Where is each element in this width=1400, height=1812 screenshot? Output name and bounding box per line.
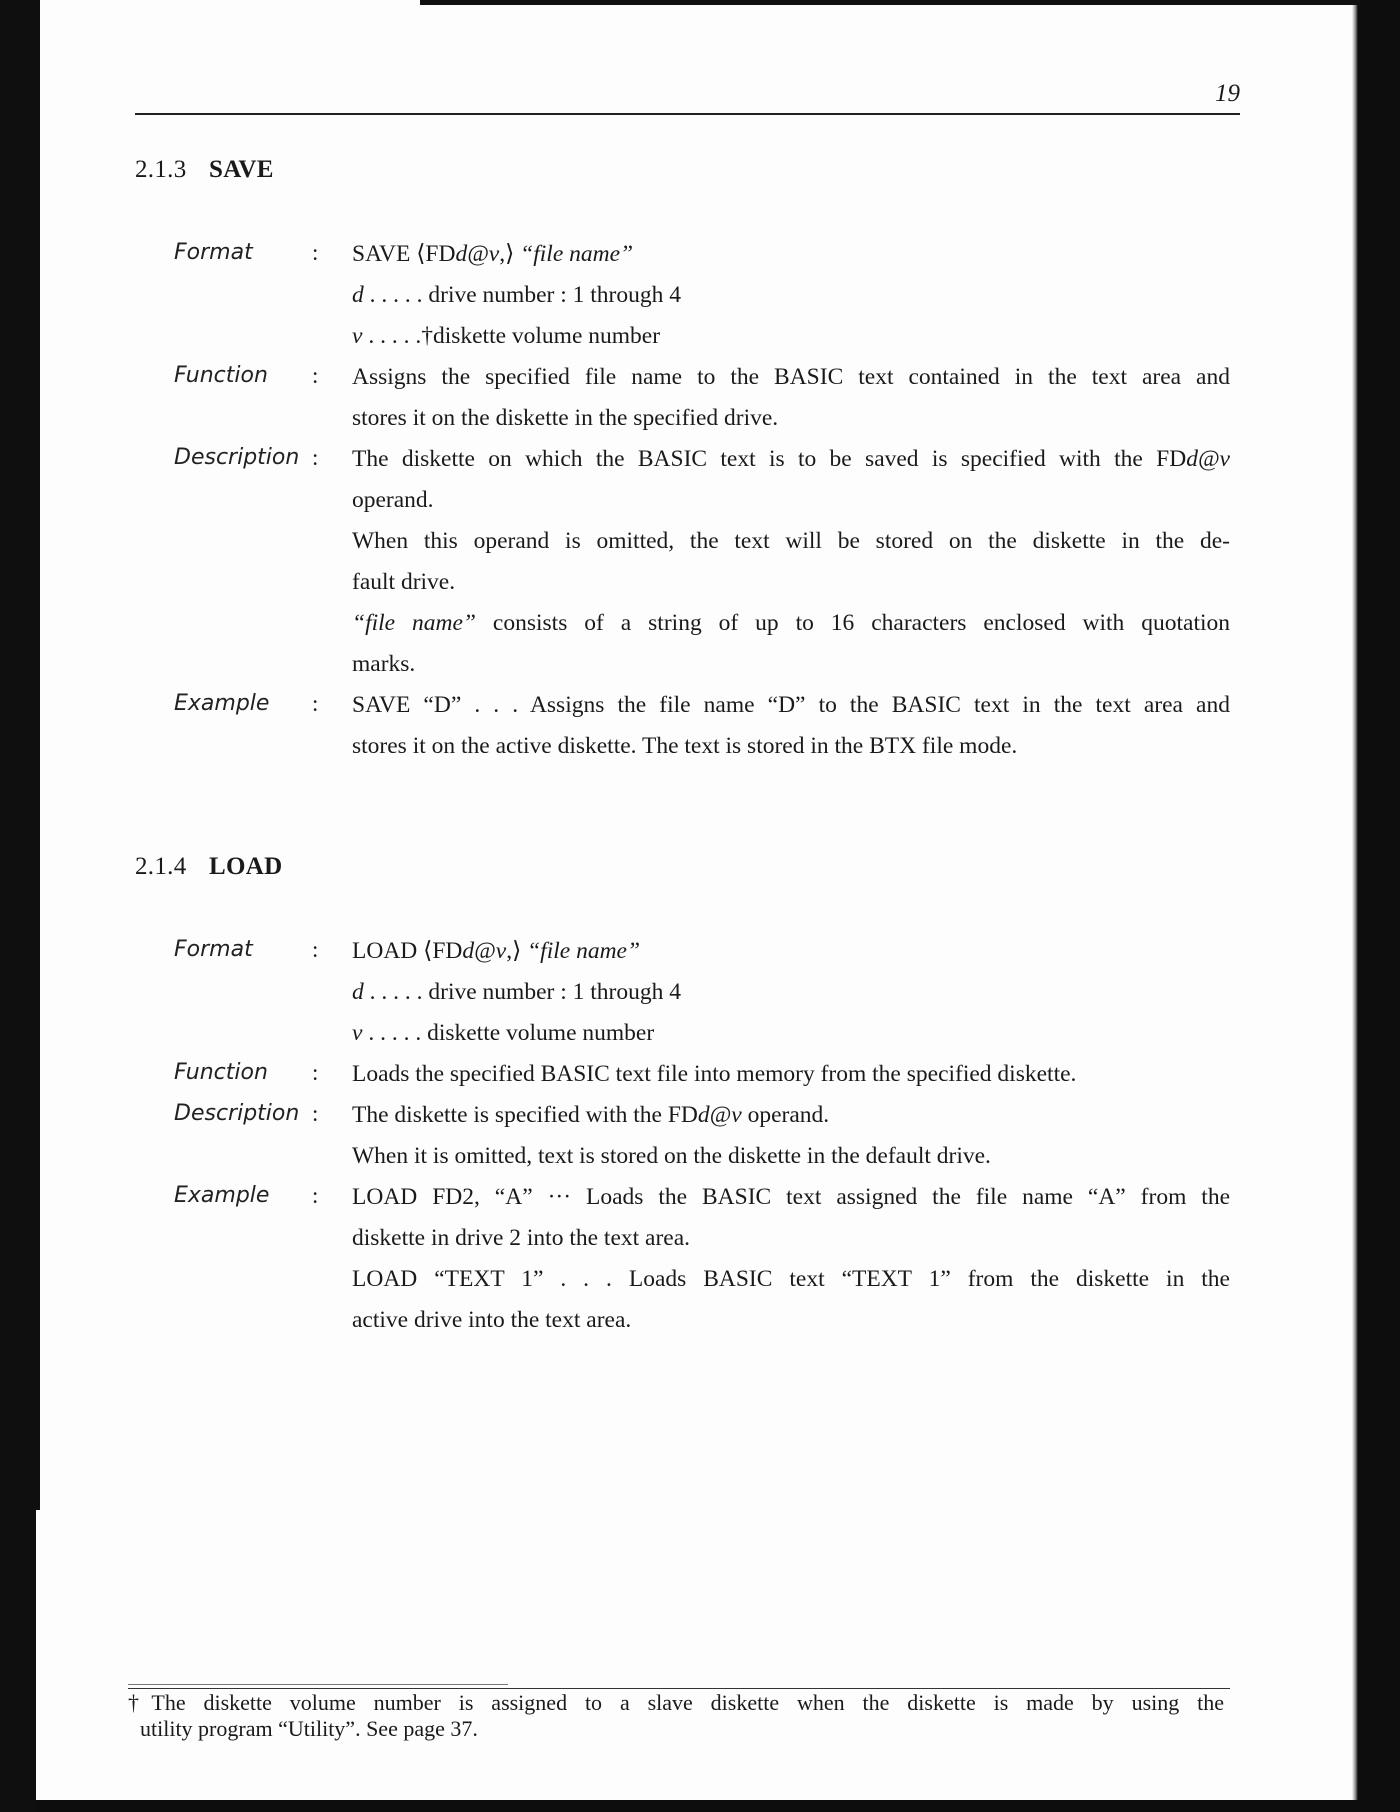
param-text: . . . . . drive number : 1 through 4 xyxy=(363,282,681,308)
text: operand. xyxy=(741,1102,830,1128)
footnote-rule xyxy=(128,1688,1230,1689)
scan-border-top xyxy=(420,0,1360,5)
load-example-line: LOAD FD2, “A” ··· Loads the BASIC text assigned the file name “A” from the xyxy=(352,1184,1230,1210)
command: LOAD xyxy=(352,938,424,964)
param-text: . . . . . diskette volume number xyxy=(362,1020,655,1046)
save-example-line: SAVE “D” . . . Assigns the file name “D” to the BASIC text in the text area and xyxy=(352,692,1230,718)
save-description-line xyxy=(352,445,1230,473)
save-description-line xyxy=(352,609,1230,637)
operand-var: d@v xyxy=(697,1102,742,1128)
save-description-line: operand. xyxy=(352,487,434,513)
scan-border-left xyxy=(0,0,40,1812)
load-format-v xyxy=(352,1019,1230,1047)
file-name-param: “file name” xyxy=(527,938,641,964)
text: consists of a string of up to 16 characters enclosed with quotation xyxy=(476,610,1230,636)
colon: : xyxy=(312,1183,319,1208)
param-var: v xyxy=(352,1020,363,1046)
text: The diskette is specified with the FD xyxy=(352,1102,698,1128)
scan-border-bottom xyxy=(36,1800,1360,1812)
section-number: 2.1.4 xyxy=(135,853,187,880)
save-function-line: Assigns the specified file name to the BASIC text contained in the text area and xyxy=(352,364,1230,390)
section-title: SAVE xyxy=(209,156,274,183)
colon: : xyxy=(312,1101,319,1126)
load-format-d xyxy=(352,978,1230,1006)
scan-border-right xyxy=(1358,0,1400,1812)
param-var: v xyxy=(352,323,363,349)
load-example-line: LOAD “TEXT 1” . . . Loads BASIC text “TEXT 1” from the diskette in the xyxy=(352,1266,1230,1292)
load-format-line xyxy=(352,937,1230,965)
section-heading-load xyxy=(135,853,282,881)
param-text: . . . . . drive number : 1 through 4 xyxy=(363,979,681,1005)
load-example-line: active drive into the text area. xyxy=(352,1307,632,1333)
save-description-line: fault drive. xyxy=(352,569,456,595)
operand-var: d@v xyxy=(1186,446,1230,472)
colon: : xyxy=(312,691,319,716)
save-function-line: stores it on the diskette in the specified drive. xyxy=(352,405,779,431)
operand-open: ⟨FD xyxy=(416,241,456,267)
text: The diskette on which the BASIC text is to be saved is specified with the FD xyxy=(352,446,1187,472)
param-var: d xyxy=(352,282,364,308)
command: SAVE xyxy=(352,241,417,267)
colon: : xyxy=(312,240,319,265)
save-format-v xyxy=(352,322,1230,350)
section-title: LOAD xyxy=(209,853,283,880)
page-number: 19 xyxy=(1215,80,1240,107)
footnote-line: †The diskette volume number is assigned to a slave diskette when the diskette is made by using the xyxy=(128,1690,1224,1715)
operand-var: d@v xyxy=(462,938,507,964)
save-format-d xyxy=(352,281,1230,309)
save-format-line xyxy=(352,240,1230,268)
section-number: 2.1.3 xyxy=(135,156,187,183)
load-function-line: Loads the specified BASIC text file into memory from the specified diskette. xyxy=(352,1061,1077,1087)
label-example: Example xyxy=(174,691,270,716)
operand-close: ,⟩ xyxy=(506,938,528,964)
scan-border-gap xyxy=(36,1510,40,1812)
load-description-line: When it is omitted, text is stored on the diskette in the default drive. xyxy=(352,1143,991,1169)
label-format: Format xyxy=(174,937,253,962)
load-description-line xyxy=(352,1101,1230,1129)
file-name-param: “file name” xyxy=(352,610,476,636)
label-description: Description xyxy=(174,445,300,470)
colon: : xyxy=(312,1060,319,1085)
header-rule xyxy=(135,113,1240,115)
save-description-line: When this operand is omitted, the text will be stored on the diskette in the de- xyxy=(352,528,1230,554)
param-text: . . . . .†diskette volume number xyxy=(362,323,661,349)
file-name-param: “file name” xyxy=(520,241,634,267)
save-description-line: marks. xyxy=(352,651,416,677)
colon: : xyxy=(312,445,319,470)
operand-close: ,⟩ xyxy=(499,241,521,267)
label-function: Function xyxy=(174,363,268,388)
label-format: Format xyxy=(174,240,253,265)
param-var: d xyxy=(352,979,364,1005)
load-example-line: diskette in drive 2 into the text area. xyxy=(352,1225,691,1251)
colon: : xyxy=(312,363,319,388)
operand-var: d@v xyxy=(455,241,500,267)
footnote-rule-faint xyxy=(128,1684,508,1685)
footnote-line: utility program “Utility”. See page 37. xyxy=(140,1716,478,1741)
operand-open: ⟨FD xyxy=(423,938,463,964)
label-description: Description xyxy=(174,1101,300,1126)
save-example-line: stores it on the active diskette. The text is stored in the BTX file mode. xyxy=(352,733,1018,759)
section-heading-save xyxy=(135,156,274,184)
colon: : xyxy=(312,937,319,962)
label-example: Example xyxy=(174,1183,270,1208)
label-function: Function xyxy=(174,1060,268,1085)
